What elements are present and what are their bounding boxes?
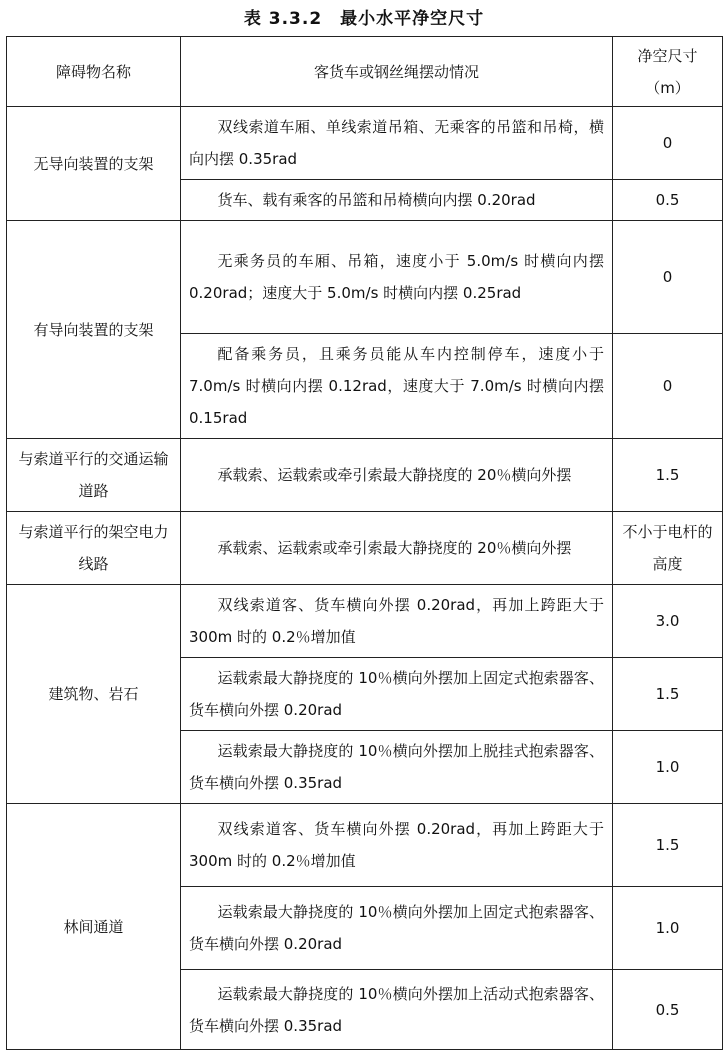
- swing-cell: 双线索道客、货车横向外摆 0.20rad，再加上跨距大于 300m 时的 0.2％增加值: [181, 585, 613, 658]
- table-header-row: [7, 37, 723, 107]
- clearance-cell: 0.5: [613, 180, 723, 221]
- obstacle-cell: 与索道平行的架空电力线路: [7, 512, 181, 585]
- table-row: [7, 107, 723, 180]
- clearance-cell: 0: [613, 107, 723, 180]
- clearance-cell: 3.0: [613, 585, 723, 658]
- header-clearance-line2: （m）: [645, 78, 690, 97]
- header-clearance-line1: 净空尺寸: [637, 46, 698, 65]
- table-row: [7, 585, 723, 658]
- swing-cell: 无乘务员的车厢、吊箱，速度小于 5.0m/s 时横向内摆 0.20rad；速度大于 5.0m/s 时横向内摆 0.25rad: [181, 221, 613, 334]
- header-clearance: [613, 37, 723, 107]
- swing-cell: 双线索道车厢、单线索道吊箱、无乘客的吊篮和吊椅，横向内摆 0.35rad: [181, 107, 613, 180]
- swing-cell: 运载索最大静挠度的 10％横向外摆加上固定式抱索器客、货车横向外摆 0.20rad: [181, 887, 613, 970]
- clearance-table: [6, 36, 723, 1050]
- swing-cell: 运载索最大静挠度的 10％横向外摆加上脱挂式抱索器客、货车横向外摆 0.35rad: [181, 731, 613, 804]
- table-row: [7, 804, 723, 887]
- table-row: [7, 439, 723, 512]
- clearance-cell: 0: [613, 221, 723, 334]
- swing-cell: 双线索道客、货车横向外摆 0.20rad，再加上跨距大于 300m 时的 0.2％增加值: [181, 804, 613, 887]
- clearance-cell: 1.0: [613, 731, 723, 804]
- table-title: 表 3.3.2 最小水平净空尺寸: [243, 9, 485, 29]
- obstacle-cell: 有导向装置的支架: [7, 221, 181, 439]
- clearance-cell: 不小于电杆的高度: [613, 512, 723, 585]
- obstacle-cell: 建筑物、岩石: [7, 585, 181, 804]
- obstacle-cell: 与索道平行的交通运输道路: [7, 439, 181, 512]
- clearance-cell: 1.5: [613, 439, 723, 512]
- swing-cell: 运载索最大静挠度的 10％横向外摆加上固定式抱索器客、货车横向外摆 0.20rad: [181, 658, 613, 731]
- header-obstacle: 障碍物名称: [7, 37, 181, 107]
- swing-cell: 承载索、运载索或牵引索最大静挠度的 20％横向外摆: [181, 512, 613, 585]
- swing-cell: 运载索最大静挠度的 10％横向外摆加上活动式抱索器客、货车横向外摆 0.35rad: [181, 970, 613, 1050]
- swing-cell: 承载索、运载索或牵引索最大静挠度的 20％横向外摆: [181, 439, 613, 512]
- table-row: [7, 512, 723, 585]
- header-swing: 客货车或钢丝绳摆动情况: [181, 37, 613, 107]
- obstacle-cell: 无导向装置的支架: [7, 107, 181, 221]
- table-row: [7, 221, 723, 334]
- clearance-cell: 1.5: [613, 804, 723, 887]
- clearance-cell: 0.5: [613, 970, 723, 1050]
- obstacle-cell: 林间通道: [7, 804, 181, 1050]
- clearance-cell: 1.0: [613, 887, 723, 970]
- swing-cell: 货车、载有乘客的吊篮和吊椅横向内摆 0.20rad: [181, 180, 613, 221]
- swing-cell: 配备乘务员，且乘务员能从车内控制停车，速度小于 7.0m/s 时横向内摆 0.12rad，速度大于 7.0m/s 时横向内摆 0.15rad: [181, 334, 613, 439]
- clearance-cell: 0: [613, 334, 723, 439]
- clearance-cell: 1.5: [613, 658, 723, 731]
